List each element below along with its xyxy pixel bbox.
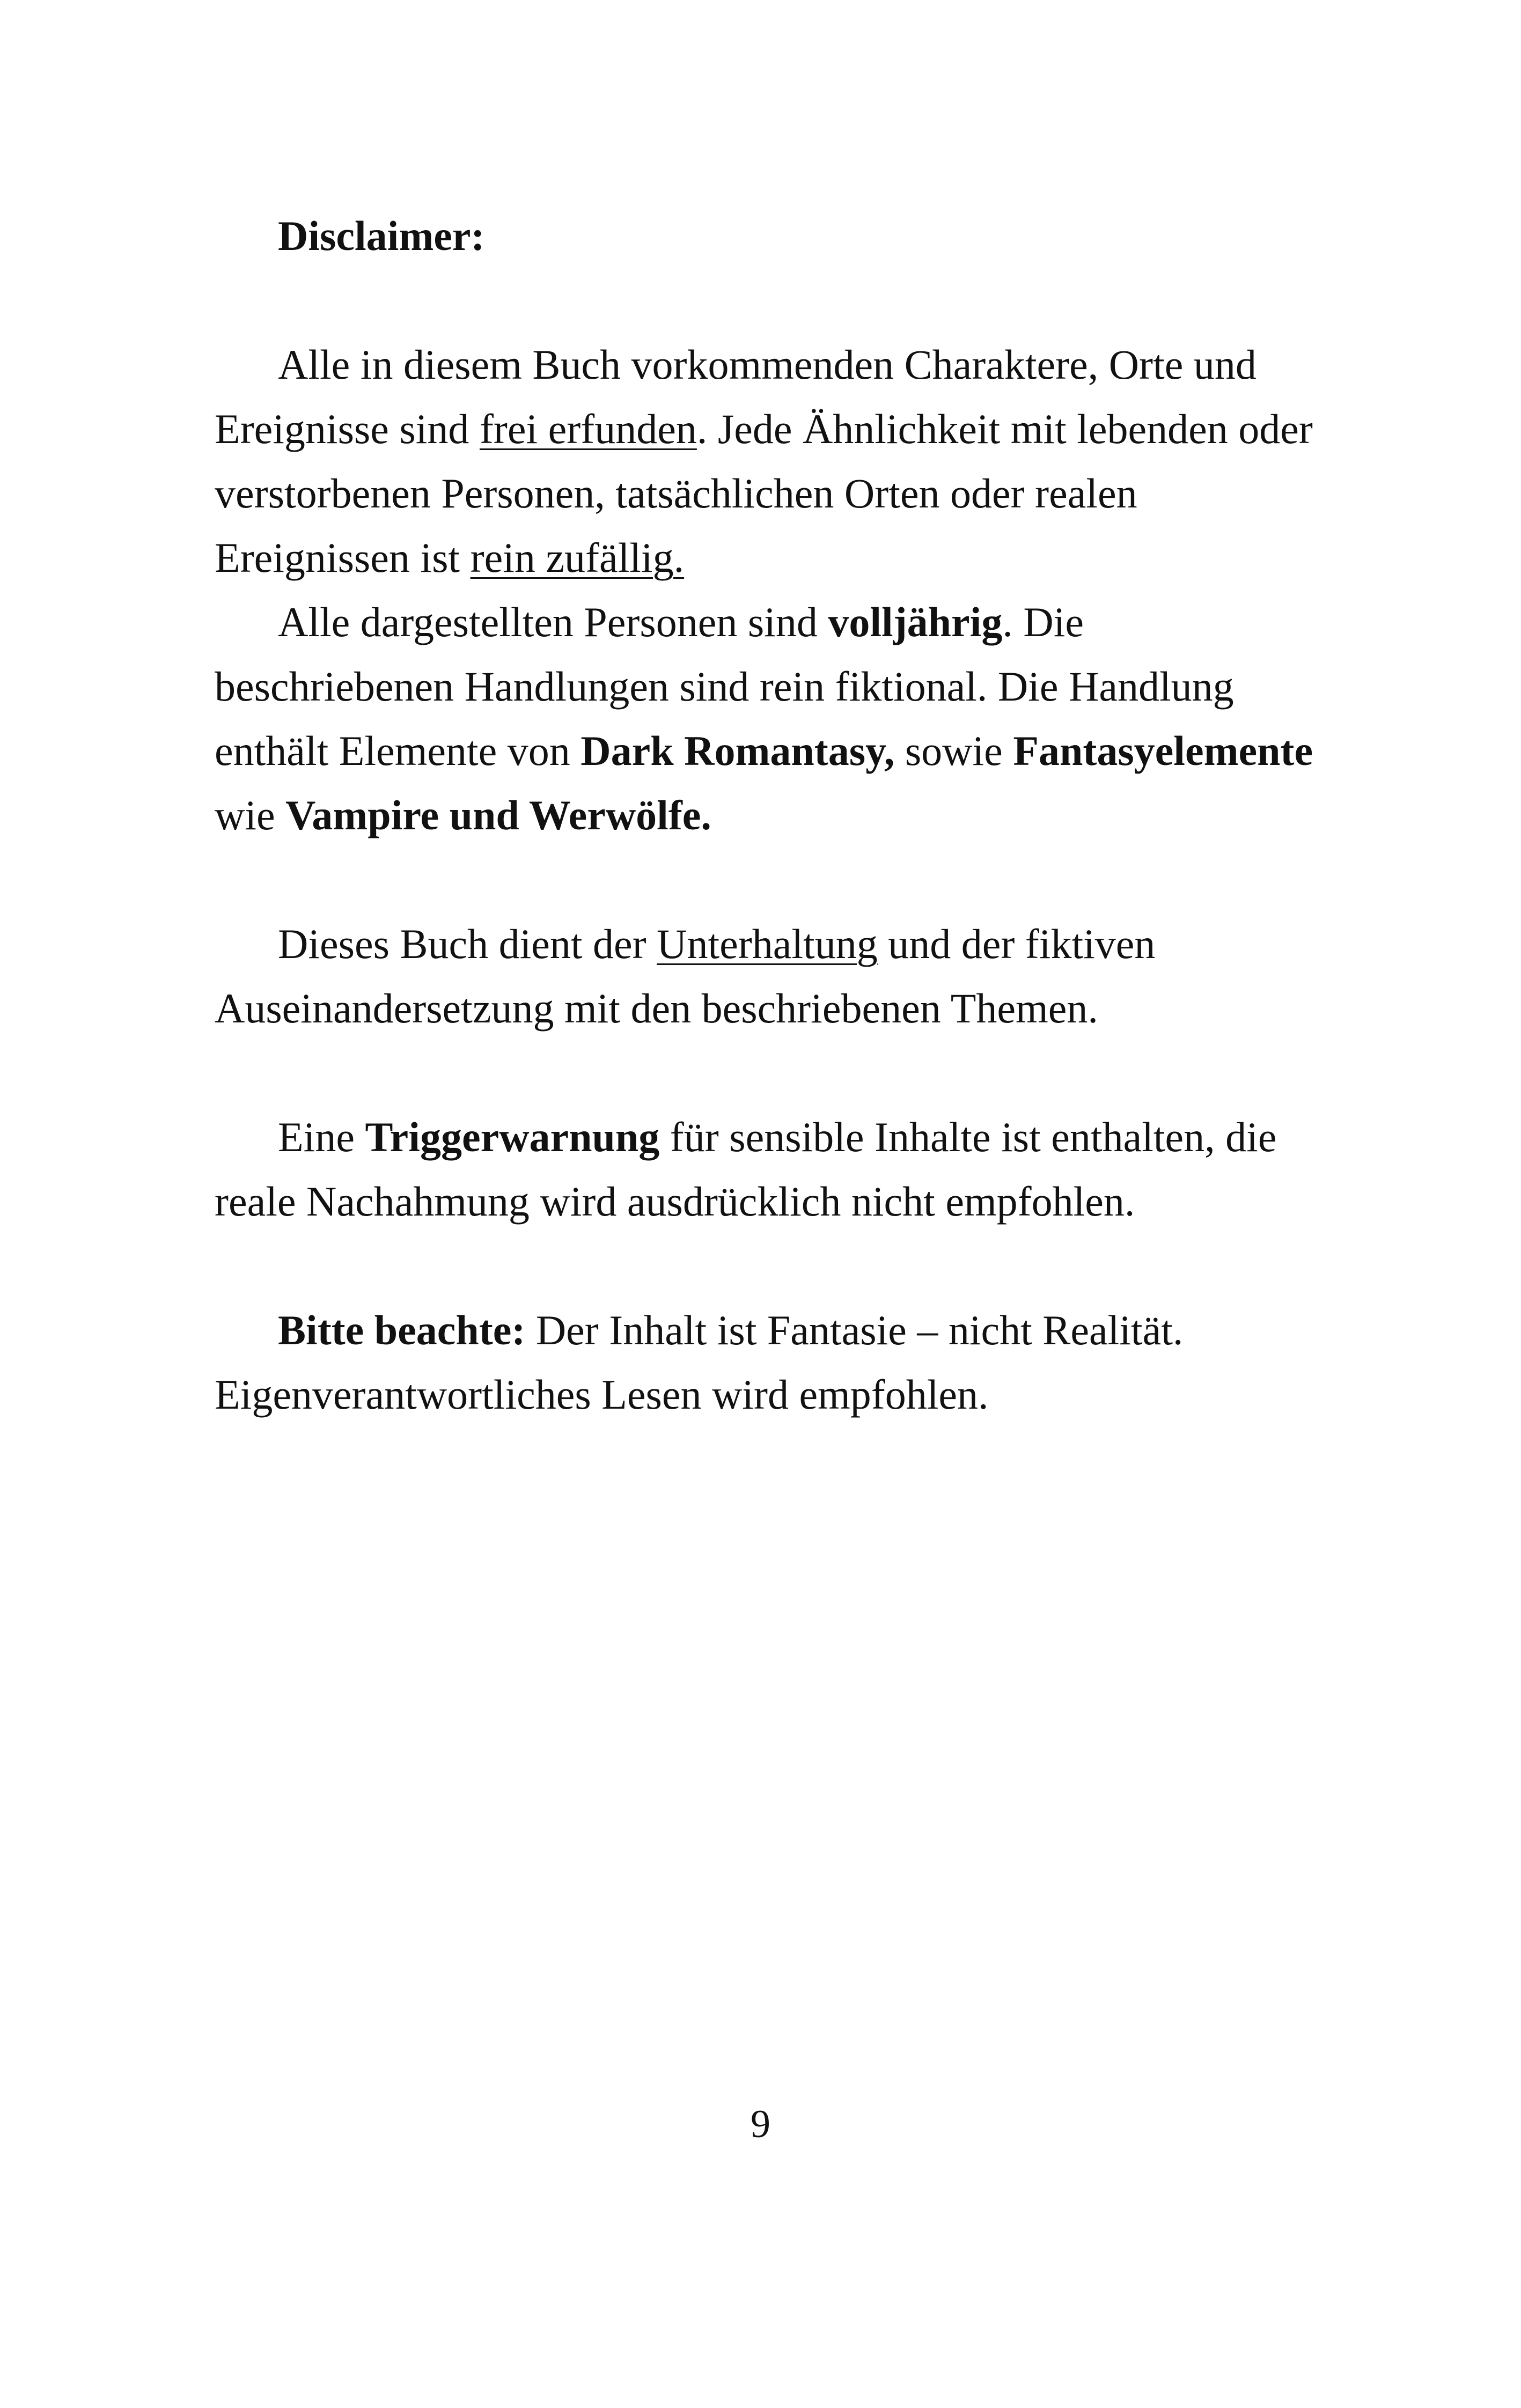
disclaimer-heading: Disclaimer: (278, 212, 485, 259)
paragraph-adult-notice (215, 590, 1320, 848)
paragraph-please-note (215, 1298, 1320, 1427)
p3-text-2: und der fiktiven Auseinandersetzung mit den beschriebenen Themen. (215, 921, 1156, 1032)
underlined-unterhaltung: Unterhaltung (657, 921, 878, 967)
paragraph-gap (215, 1041, 1320, 1105)
bold-vampire-werwoelfe: Vampire und Werwölfe. (285, 792, 711, 838)
p2-text-2: . Die beschriebenen Handlungen sind rein fiktional. Die Handlung enthält Elemente von (215, 599, 1234, 774)
p2-text-3: sowie (894, 727, 1013, 774)
p1-text-2: . Jede Ähnlichkeit mit lebenden oder verstorbenen Personen, tatsächlichen Orten oder realen Ereignissen ist (215, 406, 1313, 581)
p1-text-1: Alle in diesem Buch vorkommenden Charaktere, Orte und Ereignisse sind (215, 341, 1257, 452)
bold-triggerwarnung: Triggerwarnung (365, 1114, 660, 1160)
paragraph-gap (215, 1234, 1320, 1298)
underlined-rein-zufaellig: rein zufällig. (470, 534, 685, 581)
p4-text-2: für sensible Inhalte ist enthalten, die reale Nachahmung wird ausdrücklich nicht empfohlen. (215, 1114, 1277, 1225)
bold-fantasyelemente: Fantasyelemente (1013, 727, 1313, 774)
underlined-frei-erfunden: frei erfunden (479, 406, 697, 452)
paragraph-fiction-notice (215, 333, 1320, 590)
p5-text-1: Der Inhalt ist Fantasie – nicht Realität. Eigenverantwortliches Lesen wird empfohlen. (215, 1307, 1184, 1418)
paragraph-trigger-warning (215, 1105, 1320, 1234)
paragraph-entertainment (215, 912, 1320, 1041)
bold-dark-romantasy: Dark Romantasy, (581, 727, 895, 774)
page-number: 9 (751, 2102, 770, 2146)
paragraph-gap (215, 268, 1320, 333)
p4-text-1: Eine (278, 1114, 365, 1160)
p2-text-1: Alle dargestellten Personen sind (278, 599, 828, 645)
p2-text-4: wie (215, 792, 286, 838)
bold-volljaehrig: volljährig (828, 599, 1003, 645)
disclaimer-text (215, 204, 1320, 1427)
paragraph-gap (215, 848, 1320, 912)
p3-text-1: Dieses Buch dient der (278, 921, 657, 967)
bold-bitte-beachte: Bitte beachte: (278, 1307, 526, 1353)
